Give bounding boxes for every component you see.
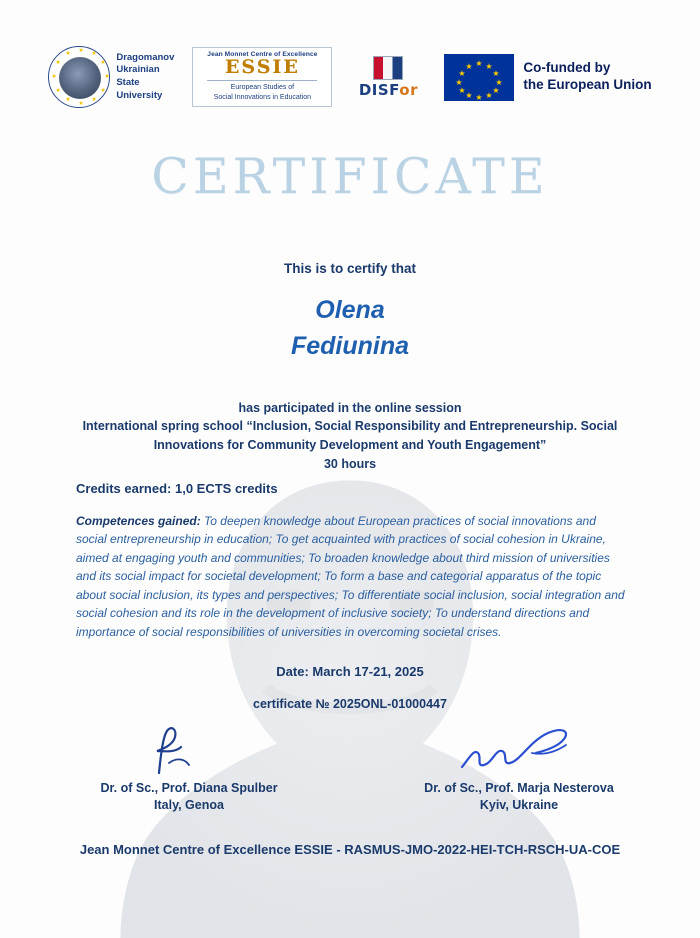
- dsu-line-1: Dragomanov: [116, 51, 175, 63]
- signature-city-left: Italy, Genoa: [154, 797, 224, 812]
- disfor-word: DISF: [358, 80, 400, 99]
- participation-line: has participated in the online session: [238, 400, 462, 415]
- essie-divider: [207, 80, 317, 81]
- credits-earned: Credits earned: 1,0 ECTS credits: [76, 480, 278, 496]
- essie-logo-sub2: Social Innovations in Education: [213, 93, 312, 101]
- recipient-name: [0, 292, 700, 365]
- footer-text: Jean Monnet Centre of Excellence ESSIE - RASMUS-JMO-2022-HEI-TCH-RSCH-UA-COE: [79, 841, 621, 857]
- competences-block: [0, 496, 700, 642]
- certify-line: This is to certify that: [283, 261, 417, 276]
- certificate-number: certificate № 2025ONL-01000447: [253, 696, 447, 711]
- dsu-seal-icon: ★ ★ ★ ★ ★ ★ ★ ★ ★ ★ ★ ★: [48, 46, 110, 108]
- eu-line-1: Co-funded by: [523, 60, 611, 76]
- disfor-logo-text: [350, 81, 426, 99]
- recipient-first-name: Olena: [315, 296, 385, 324]
- eu-logo: [444, 54, 651, 101]
- disfor-crest-icon: [373, 56, 403, 80]
- essie-logo-top: Jean Monnet Centre of Excellence: [207, 50, 318, 58]
- session-title: International spring school “Inclusion, Social Responsibility and Entrepreneurship. Social Innovations for Community Development and Youth Engagement”: [82, 419, 618, 452]
- logo-strip: [0, 0, 700, 108]
- signature-image-left: [64, 723, 314, 779]
- essie-logo: [192, 47, 332, 107]
- participation-block: [0, 399, 700, 455]
- session-hours: 30 hours: [323, 456, 377, 471]
- signature-block-left: [64, 723, 314, 812]
- eu-flag-icon: ★ ★ ★ ★ ★ ★ ★ ★ ★ ★ ★ ★: [444, 54, 514, 101]
- signature-name-right: Dr. of Sc., Prof. Marja Nesterova: [424, 780, 614, 795]
- essie-logo-sub1: European Studies of: [230, 83, 295, 91]
- essie-logo-acronym: ESSIE: [201, 58, 323, 78]
- eu-logo-text: [523, 60, 651, 94]
- disfor-logo: [350, 56, 426, 99]
- competences-text: To deepen knowledge about European practices of social innovations and social entrepreneurship in education; To get acquainted with practices of social cohesion in Ukraine, aimed at engaging youth and communities; To broaden knowledge about third mission of universities and its social impact for societal development; To form a base and categorial apparatus of the topic about social inclusion, its types and perspectives; To differentiate social inclusion, social integration and social cohesion and its role in the development of inclusive society; To understand directions and importance of social responsibilities of universities in overcoming societal crises.: [76, 513, 625, 640]
- signature-block-right: [394, 723, 644, 812]
- signatures-row: [0, 717, 700, 812]
- dsu-logo-text: [116, 52, 174, 102]
- signature-image-right: [394, 723, 644, 779]
- competences-label: Competences gained:: [76, 513, 201, 528]
- dsu-line-2: Ukrainian: [116, 64, 160, 76]
- dsu-line-4: University: [116, 89, 163, 101]
- dsu-logo: [48, 46, 174, 108]
- dsu-line-3: State: [116, 77, 140, 88]
- page-title: CERTIFICATE: [151, 148, 549, 205]
- certificate-date: Date: March 17-21, 2025: [276, 663, 424, 679]
- signature-name-left: Dr. of Sc., Prof. Diana Spulber: [100, 780, 278, 795]
- recipient-last-name: Fediunina: [290, 332, 410, 361]
- eu-line-2: the European Union: [523, 77, 652, 92]
- disfor-word-accent: or: [399, 80, 418, 99]
- signature-city-right: Kyiv, Ukraine: [479, 797, 559, 812]
